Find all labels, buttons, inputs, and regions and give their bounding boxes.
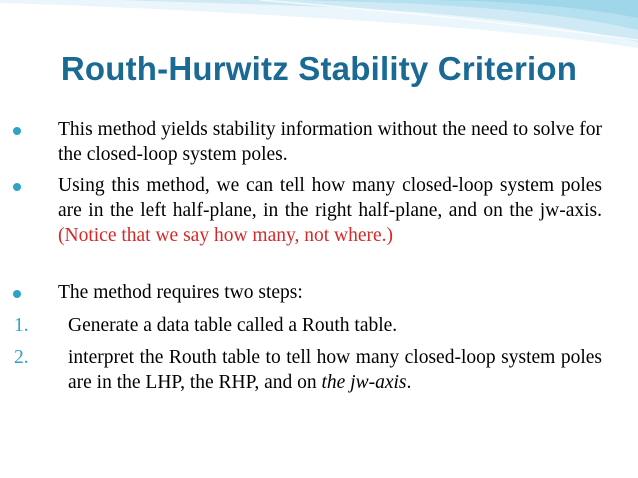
bullet-2-note: (Notice that we say how many, not where.) — [58, 225, 394, 246]
bullet-3-body: The method requires two steps: — [58, 282, 303, 303]
bullet-1-text — [58, 117, 602, 167]
step-1-body: Generate a data table called a Routh table. — [68, 315, 398, 336]
step-2-body: interpret the Routh table to tell how many closed-loop system poles are in the LHP, the RHP, and on — [68, 347, 602, 393]
step-2-italic: the jw-axis — [321, 372, 407, 393]
bullet-3-icon — [13, 290, 21, 298]
bullet-1-icon — [13, 127, 21, 135]
step-2-number: 2. — [14, 347, 29, 368]
bullet-2-text — [58, 173, 602, 248]
bullet-1-body: This method yields stability information without the need to solve for the closed-loop system poles. — [58, 119, 602, 165]
step-2-end: . — [406, 372, 412, 393]
bullet-2-icon — [13, 183, 21, 191]
slide-title: Routh-Hurwitz Stability Criterion — [60, 50, 578, 87]
bullet-3-text — [58, 280, 602, 305]
step-1-text — [68, 313, 602, 338]
step-2-text — [68, 345, 602, 395]
step-1-number: 1. — [14, 315, 29, 336]
bullet-2-body: Using this method, we can tell how many closed-loop system poles are in the left half-plane, in the right half-plane, and on the jw-axis. — [58, 175, 602, 221]
